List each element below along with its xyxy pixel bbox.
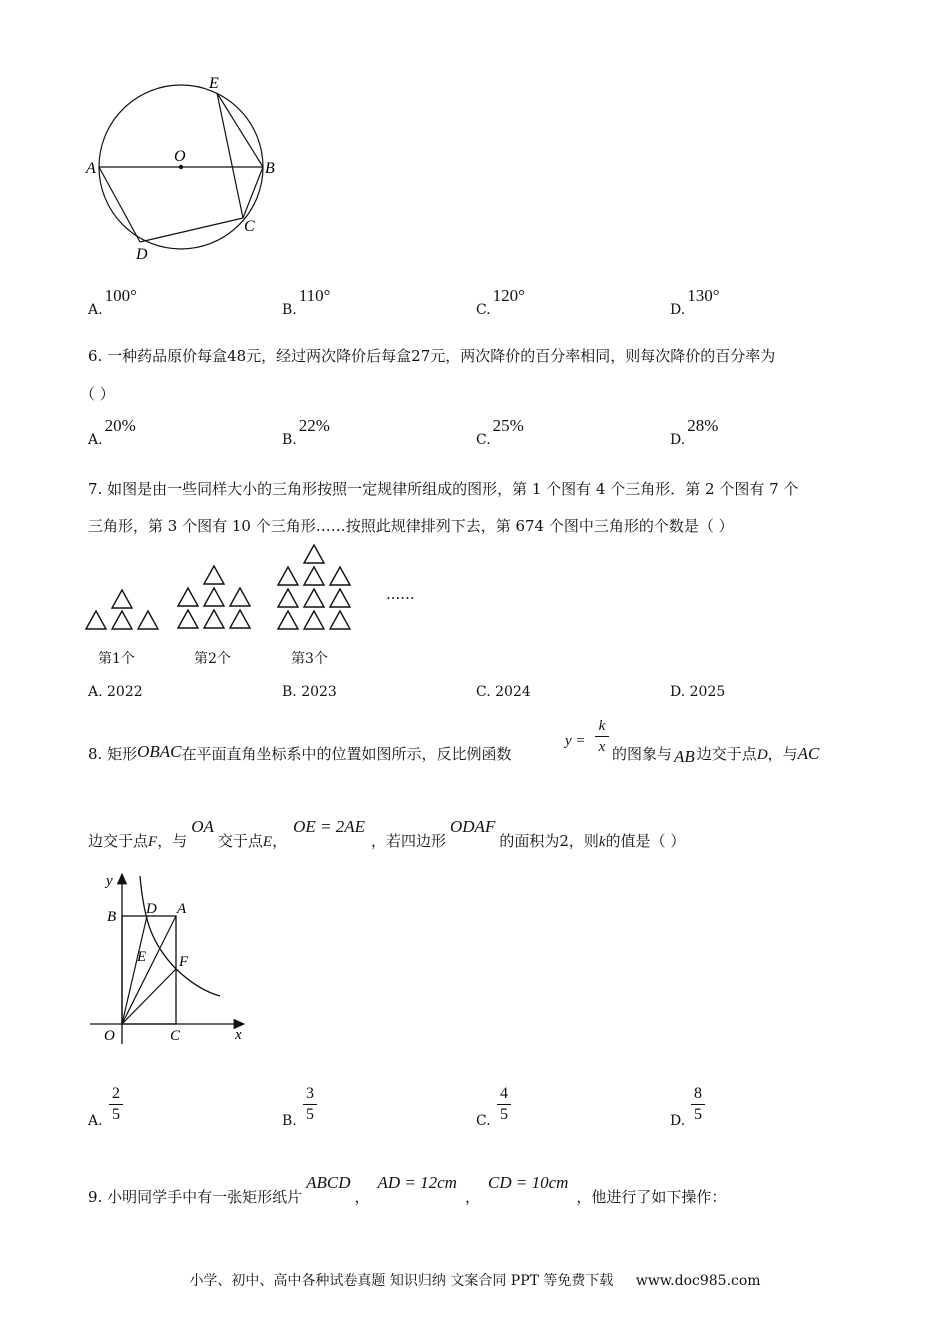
q8-line2	[88, 817, 686, 851]
option-value: 2024	[495, 684, 531, 700]
label-e: E	[137, 949, 147, 965]
point-e: E	[262, 834, 273, 850]
pattern-1	[86, 590, 158, 629]
q8-text: 在平面直角坐标系中的位置如图所示，反比例函数	[181, 745, 512, 763]
q8-text: ，与	[157, 832, 188, 850]
option-letter: A.	[88, 684, 103, 700]
frac-num: 3	[306, 1085, 314, 1102]
q7-option-b[interactable]	[282, 684, 337, 700]
option-letter: D.	[670, 1113, 686, 1129]
center-point	[179, 165, 183, 169]
option-value: 2025	[689, 684, 726, 700]
q7-line1: 7. 如图是由一些同样大小的三角形按照一定规律所组成的图形，第 1 个图有 4 个三角形．第 2 个图有 7 个	[88, 480, 799, 498]
q8-line1-tail	[612, 743, 819, 764]
q6-option-d[interactable]	[670, 416, 719, 448]
q7-line2: 三角形，第 3 个图有 10 个三角形……按照此规律排列下去，第 674 个图中三角形的个数是（ ）	[88, 517, 734, 535]
option-letter: C.	[476, 1113, 491, 1129]
segment-of	[122, 969, 176, 1024]
q9-text: ，	[464, 1188, 480, 1206]
q6-option-b[interactable]	[282, 416, 330, 448]
math-ac: AC	[797, 744, 820, 763]
option-value: 28%	[687, 416, 719, 435]
q8-text: 8. 矩形	[88, 745, 138, 763]
q6-option-a[interactable]	[88, 416, 136, 448]
frac-num: 4	[500, 1085, 508, 1102]
option-value: 110°	[298, 286, 331, 305]
math-k: k	[598, 834, 606, 850]
math-oe-eq: OE = 2AE	[293, 817, 365, 836]
pattern-2	[178, 566, 250, 628]
segment-eb	[217, 93, 263, 167]
q8-text: 的面积为2，则	[499, 832, 599, 850]
q8-text: 边交于点	[696, 745, 757, 763]
q7-caption-1: 第1个	[98, 651, 135, 667]
label-y: y	[106, 873, 113, 889]
footer-url[interactable]: www.doc985.com	[635, 1273, 761, 1289]
option-value: 130°	[687, 286, 720, 305]
segment-ad	[99, 167, 140, 242]
q7-caption-3: 第3个	[291, 651, 328, 667]
q6-text: 6. 一种药品原价每盒48元，经过两次降价后每盒27元，两次降价的百分率相同，则每次降价的百分率为	[88, 347, 776, 365]
q8-text: 边交于点	[88, 832, 149, 850]
frac-den: 5	[500, 1106, 508, 1123]
q9-line	[88, 1173, 727, 1207]
frac-den: 5	[306, 1106, 314, 1123]
option-fraction	[690, 1084, 706, 1125]
q8-text: ，若四边形	[370, 832, 446, 850]
q8-text: 的图象与	[612, 745, 673, 763]
option-letter: D.	[670, 302, 686, 318]
label-d: D	[146, 901, 157, 917]
q5-option-a[interactable]	[88, 286, 137, 318]
math-oa: OA	[191, 817, 214, 836]
q7-option-a[interactable]	[88, 684, 143, 700]
footer	[0, 1270, 950, 1290]
frac-num: 2	[112, 1085, 120, 1102]
q8-option-d[interactable]	[670, 1084, 730, 1132]
option-letter: A.	[88, 432, 103, 448]
segment-cb	[243, 167, 263, 218]
q7-option-c[interactable]	[476, 684, 531, 700]
label-x: x	[235, 1027, 242, 1043]
math-y-eq: y =	[565, 733, 586, 749]
point-d: D	[756, 747, 768, 763]
q9-text: ，	[354, 1188, 370, 1206]
math-cd: CD = 10cm	[487, 1173, 569, 1192]
option-letter: B.	[282, 684, 297, 700]
q7-triangle-patterns	[84, 540, 364, 632]
q8-option-a[interactable]	[88, 1084, 148, 1132]
option-letter: C.	[476, 684, 491, 700]
q5-circle-figure	[80, 68, 290, 268]
frac-num: k	[598, 718, 606, 734]
q6-option-c[interactable]	[476, 416, 524, 448]
frac-den: x	[598, 739, 606, 755]
q8-option-c[interactable]	[476, 1084, 536, 1132]
q8-text: 的值是（ ）	[605, 832, 686, 850]
math-obac: OBAC	[137, 742, 182, 761]
label-a: A	[177, 901, 187, 917]
q8-text: 交于点	[217, 832, 263, 850]
math-ab: AB	[674, 747, 695, 766]
footer-text: 小学、初中、高中各种试卷真题 知识归纳 文案合同 PPT 等免费下载	[189, 1273, 614, 1289]
q8-option-b[interactable]	[282, 1084, 342, 1132]
option-value: 25%	[492, 416, 524, 435]
option-fraction	[108, 1084, 124, 1125]
segment-ec	[217, 93, 243, 218]
option-fraction	[496, 1084, 512, 1125]
math-odaf: ODAF	[450, 817, 496, 836]
q7-ellipsis: ......	[386, 585, 415, 603]
segment-dc	[140, 218, 243, 242]
label-o: O	[104, 1028, 115, 1044]
q6-paren: （ ）	[80, 385, 115, 403]
point-f: F	[148, 834, 158, 850]
label-b: B	[107, 909, 117, 925]
label-d: D	[136, 246, 148, 263]
q8-line1	[88, 743, 512, 764]
frac-den: 5	[112, 1106, 120, 1123]
option-letter: D.	[670, 684, 686, 700]
q9-text: 9. 小明同学手中有一张矩形纸片	[88, 1188, 303, 1206]
segment-od	[122, 916, 147, 1024]
q7-caption-2: 第2个	[194, 651, 231, 667]
frac-den: 5	[694, 1106, 702, 1123]
label-o: O	[174, 148, 186, 165]
q8-coordinate-figure	[84, 866, 264, 1056]
option-value: 22%	[298, 416, 330, 435]
q9-text: ，他进行了如下操作：	[576, 1188, 727, 1206]
option-fraction	[302, 1084, 318, 1125]
segment-oa	[122, 916, 176, 1024]
option-value: 2022	[107, 684, 143, 700]
option-value: 120°	[492, 286, 525, 305]
pattern-3	[278, 545, 350, 629]
label-e: E	[209, 75, 219, 92]
option-value: 20%	[104, 416, 136, 435]
option-letter: A.	[88, 1113, 103, 1129]
option-letter: B.	[282, 432, 297, 448]
option-letter: D.	[670, 432, 686, 448]
option-value: 2023	[301, 684, 337, 700]
label-a: A	[86, 160, 96, 177]
option-letter: B.	[282, 1113, 297, 1129]
hyperbola-curve	[140, 876, 220, 996]
option-letter: B.	[282, 302, 297, 318]
option-letter: C.	[476, 302, 491, 318]
q5-option-c[interactable]	[476, 286, 525, 318]
q5-option-b[interactable]	[282, 286, 331, 318]
math-abcd: ABCD	[306, 1173, 351, 1192]
label-f: F	[179, 954, 189, 970]
math-ad: AD = 12cm	[377, 1173, 457, 1192]
q7-option-d[interactable]	[670, 684, 725, 700]
option-value: 100°	[104, 286, 137, 305]
q5-option-d[interactable]	[670, 286, 720, 318]
label-c: C	[170, 1028, 181, 1044]
q8-text: ，与	[767, 745, 798, 763]
math-k-over-x	[594, 716, 610, 757]
frac-num: 8	[694, 1085, 702, 1102]
label-c: C	[244, 218, 255, 235]
label-b: B	[265, 160, 275, 177]
option-letter: C.	[476, 432, 491, 448]
option-letter: A.	[88, 302, 103, 318]
q8-text: ，	[272, 832, 288, 850]
